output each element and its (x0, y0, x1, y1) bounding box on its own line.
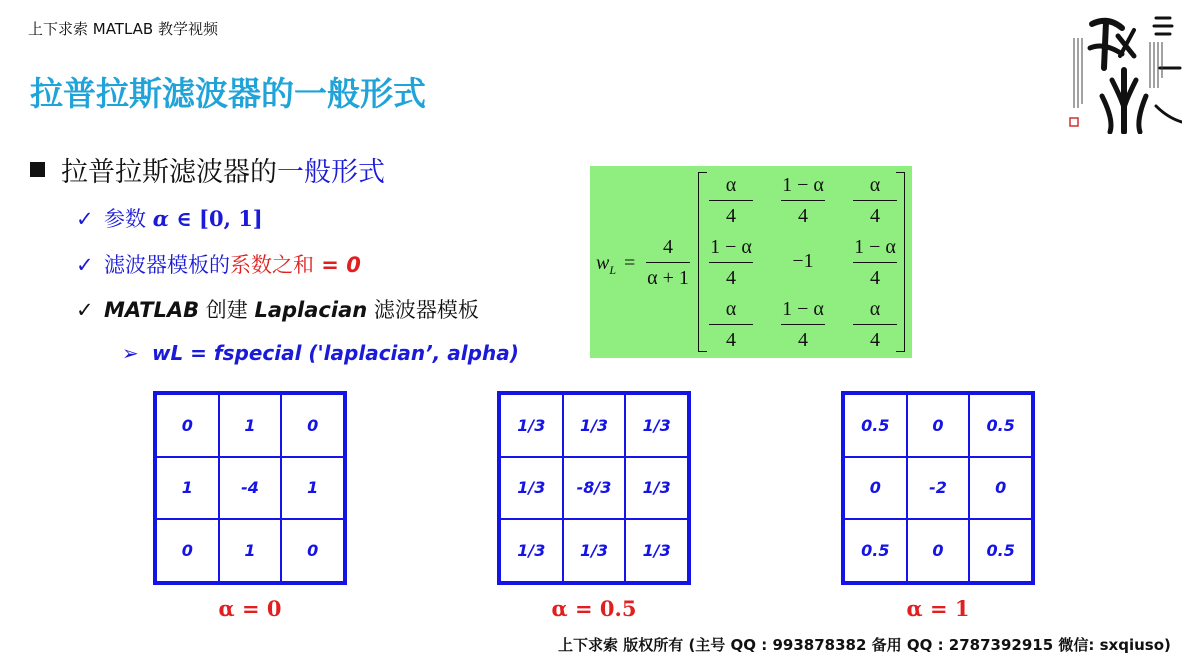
arrow-bullet-icon: ➢ (122, 341, 139, 365)
kernel-cell: 1/3 (625, 457, 688, 520)
cell-num: 1 − α (854, 236, 896, 258)
cell-num: 1 − α (710, 236, 752, 258)
cell-den: 4 (798, 205, 808, 227)
matrix-cell (701, 234, 761, 291)
bullet-prefix: 拉普拉斯滤波器的 (61, 157, 277, 188)
create-verb: 创建 (199, 298, 255, 322)
fraction-bar (709, 200, 753, 201)
cell-num: α (725, 298, 737, 320)
matrix-cell (701, 296, 761, 353)
header-text: 上下求索 MATLAB 教学视频 (28, 20, 218, 38)
kernel-grid-alpha-0 (153, 391, 347, 585)
kernel-cell: 1/3 (625, 519, 688, 582)
cell-den: 4 (798, 329, 808, 351)
kernel-cell: 1 (219, 394, 282, 457)
fraction-bar (709, 324, 753, 325)
formula-w-sub: L (609, 263, 617, 277)
fraction-bar (853, 324, 897, 325)
kernel-cell: 1/3 (500, 457, 563, 520)
create-laplacian: Laplacian (254, 298, 368, 322)
kernel-cell: 1/3 (625, 394, 688, 457)
check-icon: ✓ (76, 298, 94, 322)
create-matlab: MATLAB (104, 298, 200, 322)
kernel-cell: 1 (219, 519, 282, 582)
matrix-cell (773, 296, 833, 353)
kernel-cell: 0.5 (844, 394, 907, 457)
fraction-bar (853, 200, 897, 201)
fraction-bar (853, 262, 897, 263)
kernel-cell: 0 (907, 519, 970, 582)
kernel-cell: 0 (281, 519, 344, 582)
slide-title: 拉普拉斯滤波器的一般形式 (30, 74, 426, 113)
sub-item-param (76, 203, 263, 233)
cell-num: α (869, 174, 881, 196)
matrix-cell (701, 172, 761, 229)
formula-w-letter: w (596, 252, 610, 274)
bullet-highlight: 一般形式 (277, 157, 385, 188)
cell-den: 4 (726, 267, 736, 289)
cell-num: 1 − α (782, 174, 824, 196)
kernel-cell: 0.5 (969, 519, 1032, 582)
code-text: wL = fspecial ('laplacian’, alpha) (152, 341, 519, 365)
kernel-cell: -2 (907, 457, 970, 520)
main-bullet (30, 150, 385, 189)
param-label: 参数 (104, 207, 153, 231)
cell-den: 4 (726, 205, 736, 227)
sum-blue: 滤波器模板的 (104, 253, 230, 277)
kernel-grid-alpha-0-5 (497, 391, 691, 585)
kernel-cell: 1/3 (500, 519, 563, 582)
kernel-cell: 0 (969, 457, 1032, 520)
kernel-cell: 0 (907, 394, 970, 457)
fraction-bar (781, 200, 825, 201)
kernel-cell: 0 (156, 519, 219, 582)
cell-den: 4 (870, 267, 880, 289)
sum-red: 系数之和 (230, 253, 314, 277)
calligraphy-seal-logo (1064, 8, 1182, 134)
square-bullet-icon (30, 162, 45, 177)
cell-num: 1 − α (782, 298, 824, 320)
kernel-cell: 1/3 (563, 394, 626, 457)
kernel-label: α = 0 (218, 596, 282, 621)
kernel-cell: 0 (281, 394, 344, 457)
fraction-bar (781, 324, 825, 325)
param-range: ∈ [0, 1] (168, 206, 263, 231)
sum-value: = 0 (314, 253, 361, 277)
create-rest: 滤波器模板 (367, 298, 479, 322)
formula-coefficient (638, 234, 698, 291)
coef-numerator: 4 (663, 236, 673, 258)
kernel-cell: -4 (219, 457, 282, 520)
formula-box (590, 166, 912, 358)
kernel-cell: -8/3 (563, 457, 626, 520)
fraction-bar (709, 262, 753, 263)
kernel-label: α = 1 (906, 596, 970, 621)
kernel-cell: 1 (156, 457, 219, 520)
matrix-cell (773, 172, 833, 229)
kernel-cell: 1/3 (563, 519, 626, 582)
kernel-cell: 1 (281, 457, 344, 520)
fraction-bar (646, 262, 690, 263)
coef-denominator: α + 1 (647, 267, 689, 289)
kernel-label: α = 0.5 (551, 596, 637, 621)
code-line (122, 341, 519, 365)
cell-num: α (869, 298, 881, 320)
footer-copyright: 上下求索 版权所有 (主号 QQ : 993878382 备用 QQ : 2787392915 微信: sxqiuso) (558, 636, 1171, 654)
check-icon: ✓ (76, 207, 94, 231)
kernel-cell: 0 (156, 394, 219, 457)
sub-item-create (76, 294, 479, 324)
param-alpha: α (152, 206, 169, 231)
formula-equals: = (624, 252, 636, 274)
cell-den: 4 (726, 329, 736, 351)
kernel-cell: 0 (844, 457, 907, 520)
matrix-right-bracket (896, 172, 905, 352)
cell-den: 4 (870, 205, 880, 227)
cell-den: 4 (870, 329, 880, 351)
formula-w (596, 252, 616, 278)
sub-item-sum (76, 249, 361, 279)
cell-num: α (725, 174, 737, 196)
kernel-cell: 1/3 (500, 394, 563, 457)
matrix-cell-center: −1 (792, 250, 814, 272)
kernel-grid-alpha-1 (841, 391, 1035, 585)
check-icon: ✓ (76, 253, 94, 277)
kernel-cell: 0.5 (969, 394, 1032, 457)
kernel-cell: 0.5 (844, 519, 907, 582)
